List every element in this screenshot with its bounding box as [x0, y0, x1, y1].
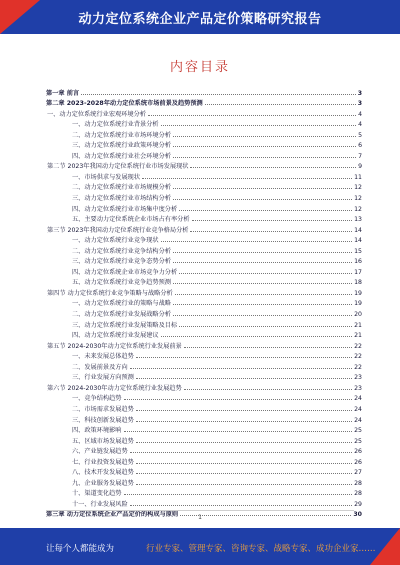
toc-entry[interactable]	[46, 255, 362, 266]
toc-leader-dots	[136, 462, 352, 464]
toc-entry-page: 30	[353, 511, 362, 519]
toc-leader-dots	[130, 504, 352, 506]
toc-entry-label: 九、企业服务发展趋势	[46, 480, 135, 487]
toc-leader-dots	[161, 124, 356, 126]
toc-entry-label: 四、动力定位系统行业社会环境分析	[46, 153, 172, 160]
toc-entry-label: 二、发展前景及方向	[46, 364, 129, 371]
toc-entry[interactable]	[46, 350, 362, 361]
toc-leader-dots	[179, 325, 352, 327]
toc-leader-dots	[142, 177, 352, 179]
toc-entry[interactable]	[46, 487, 362, 498]
report-title: 动力定位系统企业产品定价策略研究报告	[78, 12, 322, 27]
toc-entry-label: 四、动力定位系统行业市场集中度分析	[46, 206, 178, 213]
toc-entry-page: 29	[354, 500, 362, 508]
toc-entry-page: 19	[354, 300, 362, 308]
toc-leader-dots	[173, 314, 352, 316]
toc-entry-page: 25	[354, 437, 362, 445]
toc-entry-label: 二、动力定位系统行业市场规模分析	[46, 184, 172, 191]
toc-leader-dots	[173, 198, 352, 200]
toc-entry-page: 12	[354, 205, 362, 213]
toc-leader-dots	[161, 240, 353, 242]
toc-entry[interactable]	[46, 213, 362, 224]
toc-entry-page: 22	[354, 342, 362, 350]
toc-entry-label: 第四节 动力定位系统行业竞争策略与战略分析	[47, 289, 173, 297]
toc-entry[interactable]	[46, 455, 362, 466]
toc-entry-page: 14	[354, 237, 362, 245]
toc-entry-label: 五、区域市场发展趋势	[46, 438, 135, 445]
toc-leader-dots	[205, 103, 356, 105]
toc-leader-dots	[173, 303, 352, 305]
toc-entry-page: 23	[354, 374, 362, 382]
toc-entry-label: 一、动力定位系统行业宏观环境分析	[47, 110, 146, 118]
toc-entry-label: 四、动力定位系统行业发展建议	[46, 332, 160, 339]
toc-entry-label: 二、动力定位系统行业发展战略分析	[46, 311, 172, 318]
footer-band	[0, 528, 400, 565]
toc-leader-dots	[124, 398, 353, 400]
toc-entry-page: 25	[354, 427, 362, 435]
toc-leader-dots	[190, 166, 356, 168]
toc-leader-dots	[81, 93, 356, 95]
toc-entry-page: 22	[354, 353, 362, 361]
toc-entry-label: 一、竞争结构趋势	[46, 395, 123, 402]
toc-entry[interactable]	[46, 307, 362, 318]
toc-entry[interactable]	[46, 434, 362, 445]
toc-entry-page: 28	[354, 490, 362, 498]
toc-leader-dots	[179, 272, 352, 274]
toc-leader-dots	[184, 388, 352, 390]
toc-entry-page: 24	[354, 395, 362, 403]
toc-entry-label: 十一、行业发展风险	[46, 501, 129, 508]
toc-entry[interactable]	[46, 223, 362, 234]
toc-leader-dots	[136, 420, 352, 422]
toc-entry[interactable]	[46, 265, 362, 276]
header-band	[0, 0, 400, 34]
toc-entry[interactable]	[46, 244, 362, 255]
footer-accent-triangle	[370, 528, 400, 565]
toc-leader-dots	[124, 493, 353, 495]
toc-leader-dots	[184, 346, 352, 348]
toc-entry[interactable]	[46, 107, 362, 118]
toc-entry-page: 9	[358, 163, 362, 171]
toc-entry[interactable]	[46, 392, 362, 403]
toc-entry-label: 二、动力定位系统行业市场环境分析	[46, 132, 172, 139]
toc-entry[interactable]	[46, 86, 362, 97]
toc-leader-dots	[173, 156, 356, 158]
toc-entry-page: 28	[354, 479, 362, 487]
toc-entry-page: 18	[354, 279, 362, 287]
toc-entry-page: 27	[354, 469, 362, 477]
toc-entry-label: 三、行业发展方向预测	[46, 374, 135, 381]
toc-entry[interactable]	[46, 371, 362, 382]
toc-entry-page: 6	[358, 142, 362, 150]
toc-entry[interactable]	[46, 149, 362, 160]
toc-entry[interactable]	[46, 181, 362, 192]
toc-entry[interactable]	[46, 276, 362, 287]
toc-leader-dots	[136, 441, 352, 443]
toc-entry-page: 4	[358, 121, 362, 129]
toc-entry[interactable]	[46, 424, 362, 435]
toc-leader-dots	[148, 114, 356, 116]
toc-entry-page: 23	[354, 384, 362, 392]
toc-entry-page: 5	[358, 131, 362, 139]
toc-entry[interactable]	[46, 97, 362, 108]
toc-entry[interactable]	[46, 118, 362, 129]
toc-leader-dots	[136, 377, 352, 379]
toc-entry-page: 21	[354, 321, 362, 329]
toc-entry[interactable]	[46, 339, 362, 350]
toc-entry-page: 24	[354, 416, 362, 424]
toc-leader-dots	[124, 430, 353, 432]
toc-entry-label: 一、未来发展总体趋势	[46, 353, 135, 360]
toc-entry[interactable]	[46, 170, 362, 181]
toc-leader-dots	[136, 409, 352, 411]
toc-heading: 内容目录	[169, 60, 230, 75]
table-of-contents	[46, 86, 362, 518]
toc-entry[interactable]	[46, 160, 362, 171]
toc-entry[interactable]	[46, 466, 362, 477]
toc-entry-page: 12	[354, 184, 362, 192]
toc-leader-dots	[136, 356, 352, 358]
toc-entry-label: 四、动力定位系统企业市场竞争力分析	[46, 269, 178, 276]
toc-entry-label: 第二节 2023年我国动力定位系统行业市场发展现状	[47, 163, 189, 171]
toc-entry-page: 16	[354, 258, 362, 266]
toc-entry-page: 26	[354, 458, 362, 466]
toc-entry-page: 21	[354, 332, 362, 340]
toc-leader-dots	[136, 483, 352, 485]
toc-entry-label: 一、动力定位系统行业的策略与战略	[46, 300, 172, 307]
toc-entry-label: 三、动力定位系统行业发展策略及目标	[46, 322, 178, 329]
toc-leader-dots	[173, 261, 352, 263]
toc-entry-page: 22	[354, 363, 362, 371]
toc-entry[interactable]	[46, 402, 362, 413]
toc-leader-dots	[173, 135, 356, 137]
toc-entry-label: 二、市场需求发展趋势	[46, 406, 135, 413]
toc-leader-dots	[179, 209, 352, 211]
toc-entry-page: 15	[354, 247, 362, 255]
toc-leader-dots	[175, 293, 352, 295]
toc-leader-dots	[173, 282, 352, 284]
toc-entry-page: 20	[354, 311, 362, 319]
footer-divider	[46, 510, 354, 511]
toc-entry-page: 7	[358, 152, 362, 160]
toc-entry-page: 13	[354, 216, 362, 224]
toc-entry-label: 七、行业投资发展趋势	[46, 459, 135, 466]
toc-entry-page: 17	[354, 268, 362, 276]
toc-leader-dots	[173, 145, 356, 147]
toc-entry[interactable]	[46, 202, 362, 213]
toc-entry-label: 三、动力定位系统行业竞争态势分析	[46, 258, 172, 265]
toc-entry-label: 第二章 2023-2028年动力定位系统市场前景及趋势预测	[46, 100, 203, 108]
toc-entry[interactable]	[46, 360, 362, 371]
toc-entry-label: 五、动力定位系统行业竞争趋势预测	[46, 279, 172, 286]
toc-leader-dots	[190, 230, 352, 232]
toc-leader-dots	[173, 251, 352, 253]
toc-leader-dots	[130, 367, 352, 369]
toc-entry[interactable]	[46, 191, 362, 202]
toc-entry[interactable]	[46, 139, 362, 150]
footer-experts: 行业专家、管理专家、咨询专家、战略专家、成功企业家……	[146, 544, 376, 554]
toc-leader-dots	[161, 335, 353, 337]
toc-entry-page: 24	[354, 405, 362, 413]
toc-entry-page: 19	[354, 289, 362, 297]
toc-entry[interactable]	[46, 286, 362, 297]
toc-entry[interactable]	[46, 497, 362, 508]
toc-leader-dots	[130, 451, 352, 453]
toc-entry[interactable]	[46, 413, 362, 424]
toc-entry[interactable]	[46, 297, 362, 308]
toc-leader-dots	[192, 219, 353, 221]
toc-entry-label: 四、政策环境影响	[46, 427, 123, 434]
toc-entry[interactable]	[46, 381, 362, 392]
toc-entry-page: 11	[354, 173, 362, 181]
toc-entry[interactable]	[46, 329, 362, 340]
toc-entry-label: 八、技术开发发展趋势	[46, 469, 135, 476]
toc-entry[interactable]	[46, 128, 362, 139]
toc-leader-dots	[173, 187, 352, 189]
toc-entry-page: 14	[354, 226, 362, 234]
toc-entry-label: 十、渠道变化趋势	[46, 490, 123, 497]
toc-entry-label: 二、动力定位系统行业竞争结构分析	[46, 248, 172, 255]
toc-entry[interactable]	[46, 445, 362, 456]
footer-slogan: 让每个人都能成为	[46, 544, 115, 554]
page-number: 1	[198, 514, 202, 521]
toc-entry-page: 26	[354, 448, 362, 456]
toc-entry-label: 三、动力定位系统行业政策环境分析	[46, 142, 172, 149]
toc-entry-label: 第六节 2024-2030年动力定位系统行业发展趋势	[47, 384, 182, 392]
toc-entry-label: 第三章 动力定位系统企业产品定价的构成与原则	[46, 511, 179, 519]
toc-entry-label: 一、动力定位系统行业竞争现状	[46, 237, 160, 244]
toc-entry-page: 12	[354, 195, 362, 203]
toc-entry-label: 一、动力定位系统行业背景分析	[46, 121, 160, 128]
toc-entry-label: 三、科技创新发展趋势	[46, 417, 135, 424]
toc-entry[interactable]	[46, 234, 362, 245]
toc-entry[interactable]	[46, 318, 362, 329]
toc-entry-page: 3	[357, 89, 362, 97]
toc-entry-label: 三、动力定位系统行业市场结构分析	[46, 195, 172, 202]
toc-entry-label: 第一章 前言	[46, 89, 80, 97]
toc-entry-label: 一、市场供求与发展现状	[46, 174, 141, 181]
toc-entry-label: 五、主要动力定位系统企业市场占有率分析	[46, 216, 191, 223]
toc-entry-label: 第五节 2024-2030年动力定位系统行业发展前景	[47, 342, 182, 350]
toc-entry-label: 第三节 2023年我国动力定位系统行业竞争格局分析	[47, 226, 189, 234]
toc-entry[interactable]	[46, 476, 362, 487]
toc-entry-page: 4	[358, 110, 362, 118]
toc-entry-label: 六、产业链发展趋势	[46, 448, 129, 455]
toc-leader-dots	[136, 472, 352, 474]
toc-entry-page: 3	[357, 100, 362, 108]
